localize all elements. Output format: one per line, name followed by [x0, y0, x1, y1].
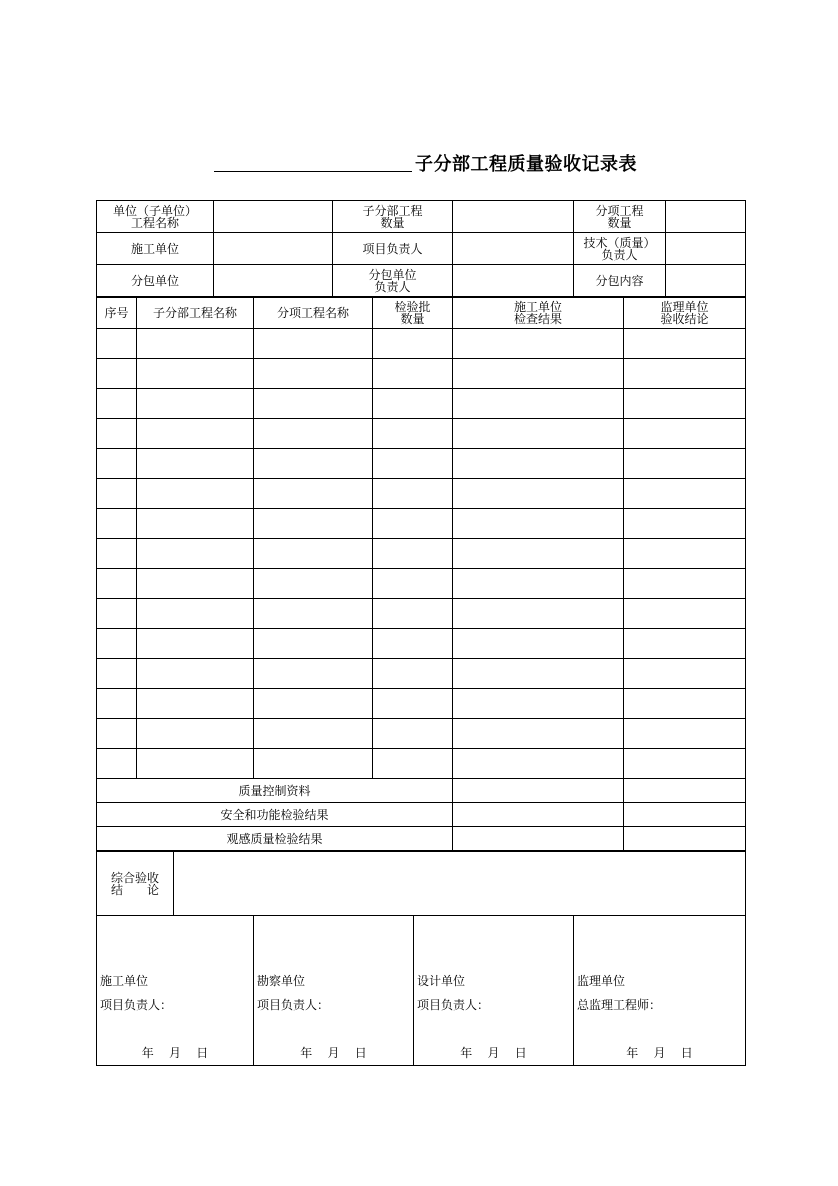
supervision-conclusion-cell[interactable]	[624, 569, 746, 599]
item-count-label: 分项工程 数量	[574, 201, 666, 233]
signature-date: 年 月 日	[460, 1046, 527, 1060]
table-row	[97, 719, 746, 749]
signature-construction[interactable]	[97, 916, 254, 1066]
item-name-cell[interactable]	[254, 629, 373, 659]
item-name-cell[interactable]	[254, 359, 373, 389]
table-row	[97, 479, 746, 509]
signature-unit-label: 监理单位	[577, 974, 626, 988]
sub-name-cell[interactable]	[137, 389, 254, 419]
header-row-contractor	[97, 233, 746, 265]
table-row	[97, 749, 746, 779]
seq-cell[interactable]	[97, 479, 137, 509]
sub-name-cell[interactable]	[137, 719, 254, 749]
batch-count-cell[interactable]	[373, 659, 453, 689]
construction-result-cell[interactable]	[453, 479, 624, 509]
appearance-label: 观感质量检验结果	[97, 827, 453, 851]
item-name-cell[interactable]	[254, 329, 373, 359]
supervision-conclusion-cell[interactable]	[624, 659, 746, 689]
safety-label: 安全和功能检验结果	[97, 803, 453, 827]
supervision-conclusion-cell[interactable]	[624, 689, 746, 719]
table-row	[97, 539, 746, 569]
signature-date: 年 月 日	[300, 1046, 367, 1060]
seq-cell[interactable]	[97, 389, 137, 419]
signature-survey[interactable]	[254, 916, 414, 1066]
signature-table	[96, 915, 746, 1066]
item-name-cell[interactable]	[254, 539, 373, 569]
sub-name-cell[interactable]	[137, 569, 254, 599]
sub-name-cell[interactable]	[137, 329, 254, 359]
table-row	[97, 449, 746, 479]
supervision-conclusion-cell[interactable]	[624, 749, 746, 779]
batch-count-cell[interactable]	[373, 749, 453, 779]
conclusion-table	[96, 851, 746, 916]
subcontractor-manager-label: 分包单位 负责人	[333, 265, 453, 297]
supervision-conclusion-cell[interactable]	[624, 389, 746, 419]
supervision-conclusion-cell[interactable]	[624, 419, 746, 449]
construction-result-cell[interactable]	[453, 689, 624, 719]
construction-unit-field[interactable]	[214, 233, 333, 265]
batch-count-cell[interactable]	[373, 479, 453, 509]
batch-count-cell[interactable]	[373, 509, 453, 539]
subcontract-content-field[interactable]	[666, 265, 746, 297]
sub-name-cell[interactable]	[137, 749, 254, 779]
construction-result-cell[interactable]	[453, 539, 624, 569]
table-row	[97, 419, 746, 449]
signature-supervision[interactable]	[574, 916, 746, 1066]
seq-cell[interactable]	[97, 659, 137, 689]
project-name-field[interactable]	[214, 201, 333, 233]
tech-quality-manager-label: 技术（质量） 负责人	[574, 233, 666, 265]
col-seq-header: 序号	[97, 298, 137, 329]
summary-row-safety	[97, 803, 746, 827]
batch-count-cell[interactable]	[373, 419, 453, 449]
supervision-conclusion-cell[interactable]	[624, 509, 746, 539]
batch-count-cell[interactable]	[373, 359, 453, 389]
seq-cell[interactable]	[97, 599, 137, 629]
table-row	[97, 509, 746, 539]
safety-conclusion[interactable]	[624, 803, 746, 827]
supervision-conclusion-cell[interactable]	[624, 539, 746, 569]
signature-unit-label: 施工单位	[100, 974, 149, 988]
supervision-conclusion-cell[interactable]	[624, 629, 746, 659]
col-item-name-header: 分项工程名称	[254, 298, 373, 329]
supervision-conclusion-cell[interactable]	[624, 329, 746, 359]
summary-row-appearance	[97, 827, 746, 851]
signature-person-label: 项目负责人：	[417, 998, 490, 1012]
seq-cell[interactable]	[97, 749, 137, 779]
construction-result-cell[interactable]	[453, 749, 624, 779]
project-name-blank-line[interactable]	[214, 171, 412, 172]
batch-count-cell[interactable]	[373, 689, 453, 719]
col-construction-result-header: 施工单位 检查结果	[453, 298, 624, 329]
signature-person-label: 项目负责人：	[257, 998, 330, 1012]
construction-result-cell[interactable]	[453, 419, 624, 449]
subcontractor-manager-field[interactable]	[453, 265, 574, 297]
sub-division-count-label: 子分部工程 数量	[333, 201, 453, 233]
construction-result-cell[interactable]	[453, 659, 624, 689]
seq-cell[interactable]	[97, 359, 137, 389]
table-row	[97, 359, 746, 389]
seq-cell[interactable]	[97, 419, 137, 449]
subcontract-content-label: 分包内容	[574, 265, 666, 297]
table-row	[97, 569, 746, 599]
subcontractor-field[interactable]	[214, 265, 333, 297]
seq-cell[interactable]	[97, 449, 137, 479]
project-manager-label: 项目负责人	[333, 233, 453, 265]
item-name-cell[interactable]	[254, 479, 373, 509]
construction-result-cell[interactable]	[453, 569, 624, 599]
project-manager-field[interactable]	[453, 233, 574, 265]
batch-count-cell[interactable]	[373, 539, 453, 569]
batch-count-cell[interactable]	[373, 329, 453, 359]
col-supervision-conclusion-header: 监理单位 验收结论	[624, 298, 746, 329]
supervision-conclusion-cell[interactable]	[624, 599, 746, 629]
col-batch-count-header: 检验批 数量	[373, 298, 453, 329]
seq-cell[interactable]	[97, 719, 137, 749]
construction-result-cell[interactable]	[453, 449, 624, 479]
inspection-table	[96, 297, 746, 851]
item-name-cell[interactable]	[254, 569, 373, 599]
seq-cell[interactable]	[97, 629, 137, 659]
construction-result-cell[interactable]	[453, 509, 624, 539]
supervision-conclusion-cell[interactable]	[624, 719, 746, 749]
item-name-cell[interactable]	[254, 749, 373, 779]
table-body	[97, 329, 746, 779]
table-row	[97, 599, 746, 629]
table-row	[97, 329, 746, 359]
signature-date: 年 月 日	[141, 1046, 209, 1060]
conclusion-field[interactable]	[174, 852, 746, 916]
seq-cell[interactable]	[97, 569, 137, 599]
conclusion-label: 综合验收 结 论	[97, 852, 174, 916]
signature-person-label: 项目负责人：	[100, 998, 173, 1012]
sub-name-cell[interactable]	[137, 689, 254, 719]
supervision-conclusion-cell[interactable]	[624, 449, 746, 479]
item-name-cell[interactable]	[254, 419, 373, 449]
item-name-cell[interactable]	[254, 449, 373, 479]
construction-unit-label: 施工单位	[97, 233, 214, 265]
construction-result-cell[interactable]	[453, 359, 624, 389]
construction-result-cell[interactable]	[453, 389, 624, 419]
table-row	[97, 689, 746, 719]
table-row	[97, 629, 746, 659]
signature-design[interactable]	[414, 916, 574, 1066]
seq-cell[interactable]	[97, 329, 137, 359]
item-name-cell[interactable]	[254, 509, 373, 539]
col-sub-name-header: 子分部工程名称	[137, 298, 254, 329]
table-row	[97, 389, 746, 419]
batch-count-cell[interactable]	[373, 389, 453, 419]
batch-count-cell[interactable]	[373, 569, 453, 599]
signature-unit-label: 设计单位	[417, 974, 466, 988]
item-name-cell[interactable]	[254, 689, 373, 719]
column-header-row	[97, 298, 746, 329]
sub-name-cell[interactable]	[137, 539, 254, 569]
sub-division-count-field[interactable]	[453, 201, 574, 233]
construction-result-cell[interactable]	[453, 599, 624, 629]
tech-quality-manager-field[interactable]	[666, 233, 746, 265]
batch-count-cell[interactable]	[373, 449, 453, 479]
seq-cell[interactable]	[97, 509, 137, 539]
quality-docs-result[interactable]	[453, 779, 624, 803]
page-title: 子分部工程质量验收记录表	[415, 154, 637, 175]
construction-result-cell[interactable]	[453, 329, 624, 359]
sub-name-cell[interactable]	[137, 629, 254, 659]
quality-docs-label: 质量控制资料	[97, 779, 453, 803]
item-name-cell[interactable]	[254, 659, 373, 689]
signature-unit-label: 勘察单位	[257, 974, 306, 988]
item-name-cell[interactable]	[254, 719, 373, 749]
header-row-project	[97, 201, 746, 233]
title-area	[0, 146, 838, 176]
table-row	[97, 659, 746, 689]
sub-name-cell[interactable]	[137, 449, 254, 479]
sub-name-cell[interactable]	[137, 509, 254, 539]
sub-name-cell[interactable]	[137, 359, 254, 389]
supervision-conclusion-cell[interactable]	[624, 359, 746, 389]
sub-name-cell[interactable]	[137, 419, 254, 449]
item-name-cell[interactable]	[254, 389, 373, 419]
signature-person-label: 总监理工程师：	[577, 998, 662, 1012]
quality-docs-conclusion[interactable]	[624, 779, 746, 803]
signature-row	[97, 916, 746, 1066]
sub-name-cell[interactable]	[137, 599, 254, 629]
construction-result-cell[interactable]	[453, 629, 624, 659]
batch-count-cell[interactable]	[373, 629, 453, 659]
seq-cell[interactable]	[97, 689, 137, 719]
construction-result-cell[interactable]	[453, 719, 624, 749]
item-count-field[interactable]	[666, 201, 746, 233]
item-name-cell[interactable]	[254, 599, 373, 629]
subcontractor-label: 分包单位	[97, 265, 214, 297]
safety-result[interactable]	[453, 803, 624, 827]
sub-name-cell[interactable]	[137, 659, 254, 689]
conclusion-row	[97, 852, 746, 916]
batch-count-cell[interactable]	[373, 599, 453, 629]
seq-cell[interactable]	[97, 539, 137, 569]
batch-count-cell[interactable]	[373, 719, 453, 749]
supervision-conclusion-cell[interactable]	[624, 479, 746, 509]
signature-date: 年 月 日	[626, 1046, 693, 1060]
header-info-table	[96, 200, 746, 297]
appearance-conclusion[interactable]	[624, 827, 746, 851]
appearance-result[interactable]	[453, 827, 624, 851]
summary-row-quality-docs	[97, 779, 746, 803]
project-name-label: 单位（子单位） 工程名称	[97, 201, 214, 233]
header-row-subcontractor	[97, 265, 746, 297]
sub-name-cell[interactable]	[137, 479, 254, 509]
